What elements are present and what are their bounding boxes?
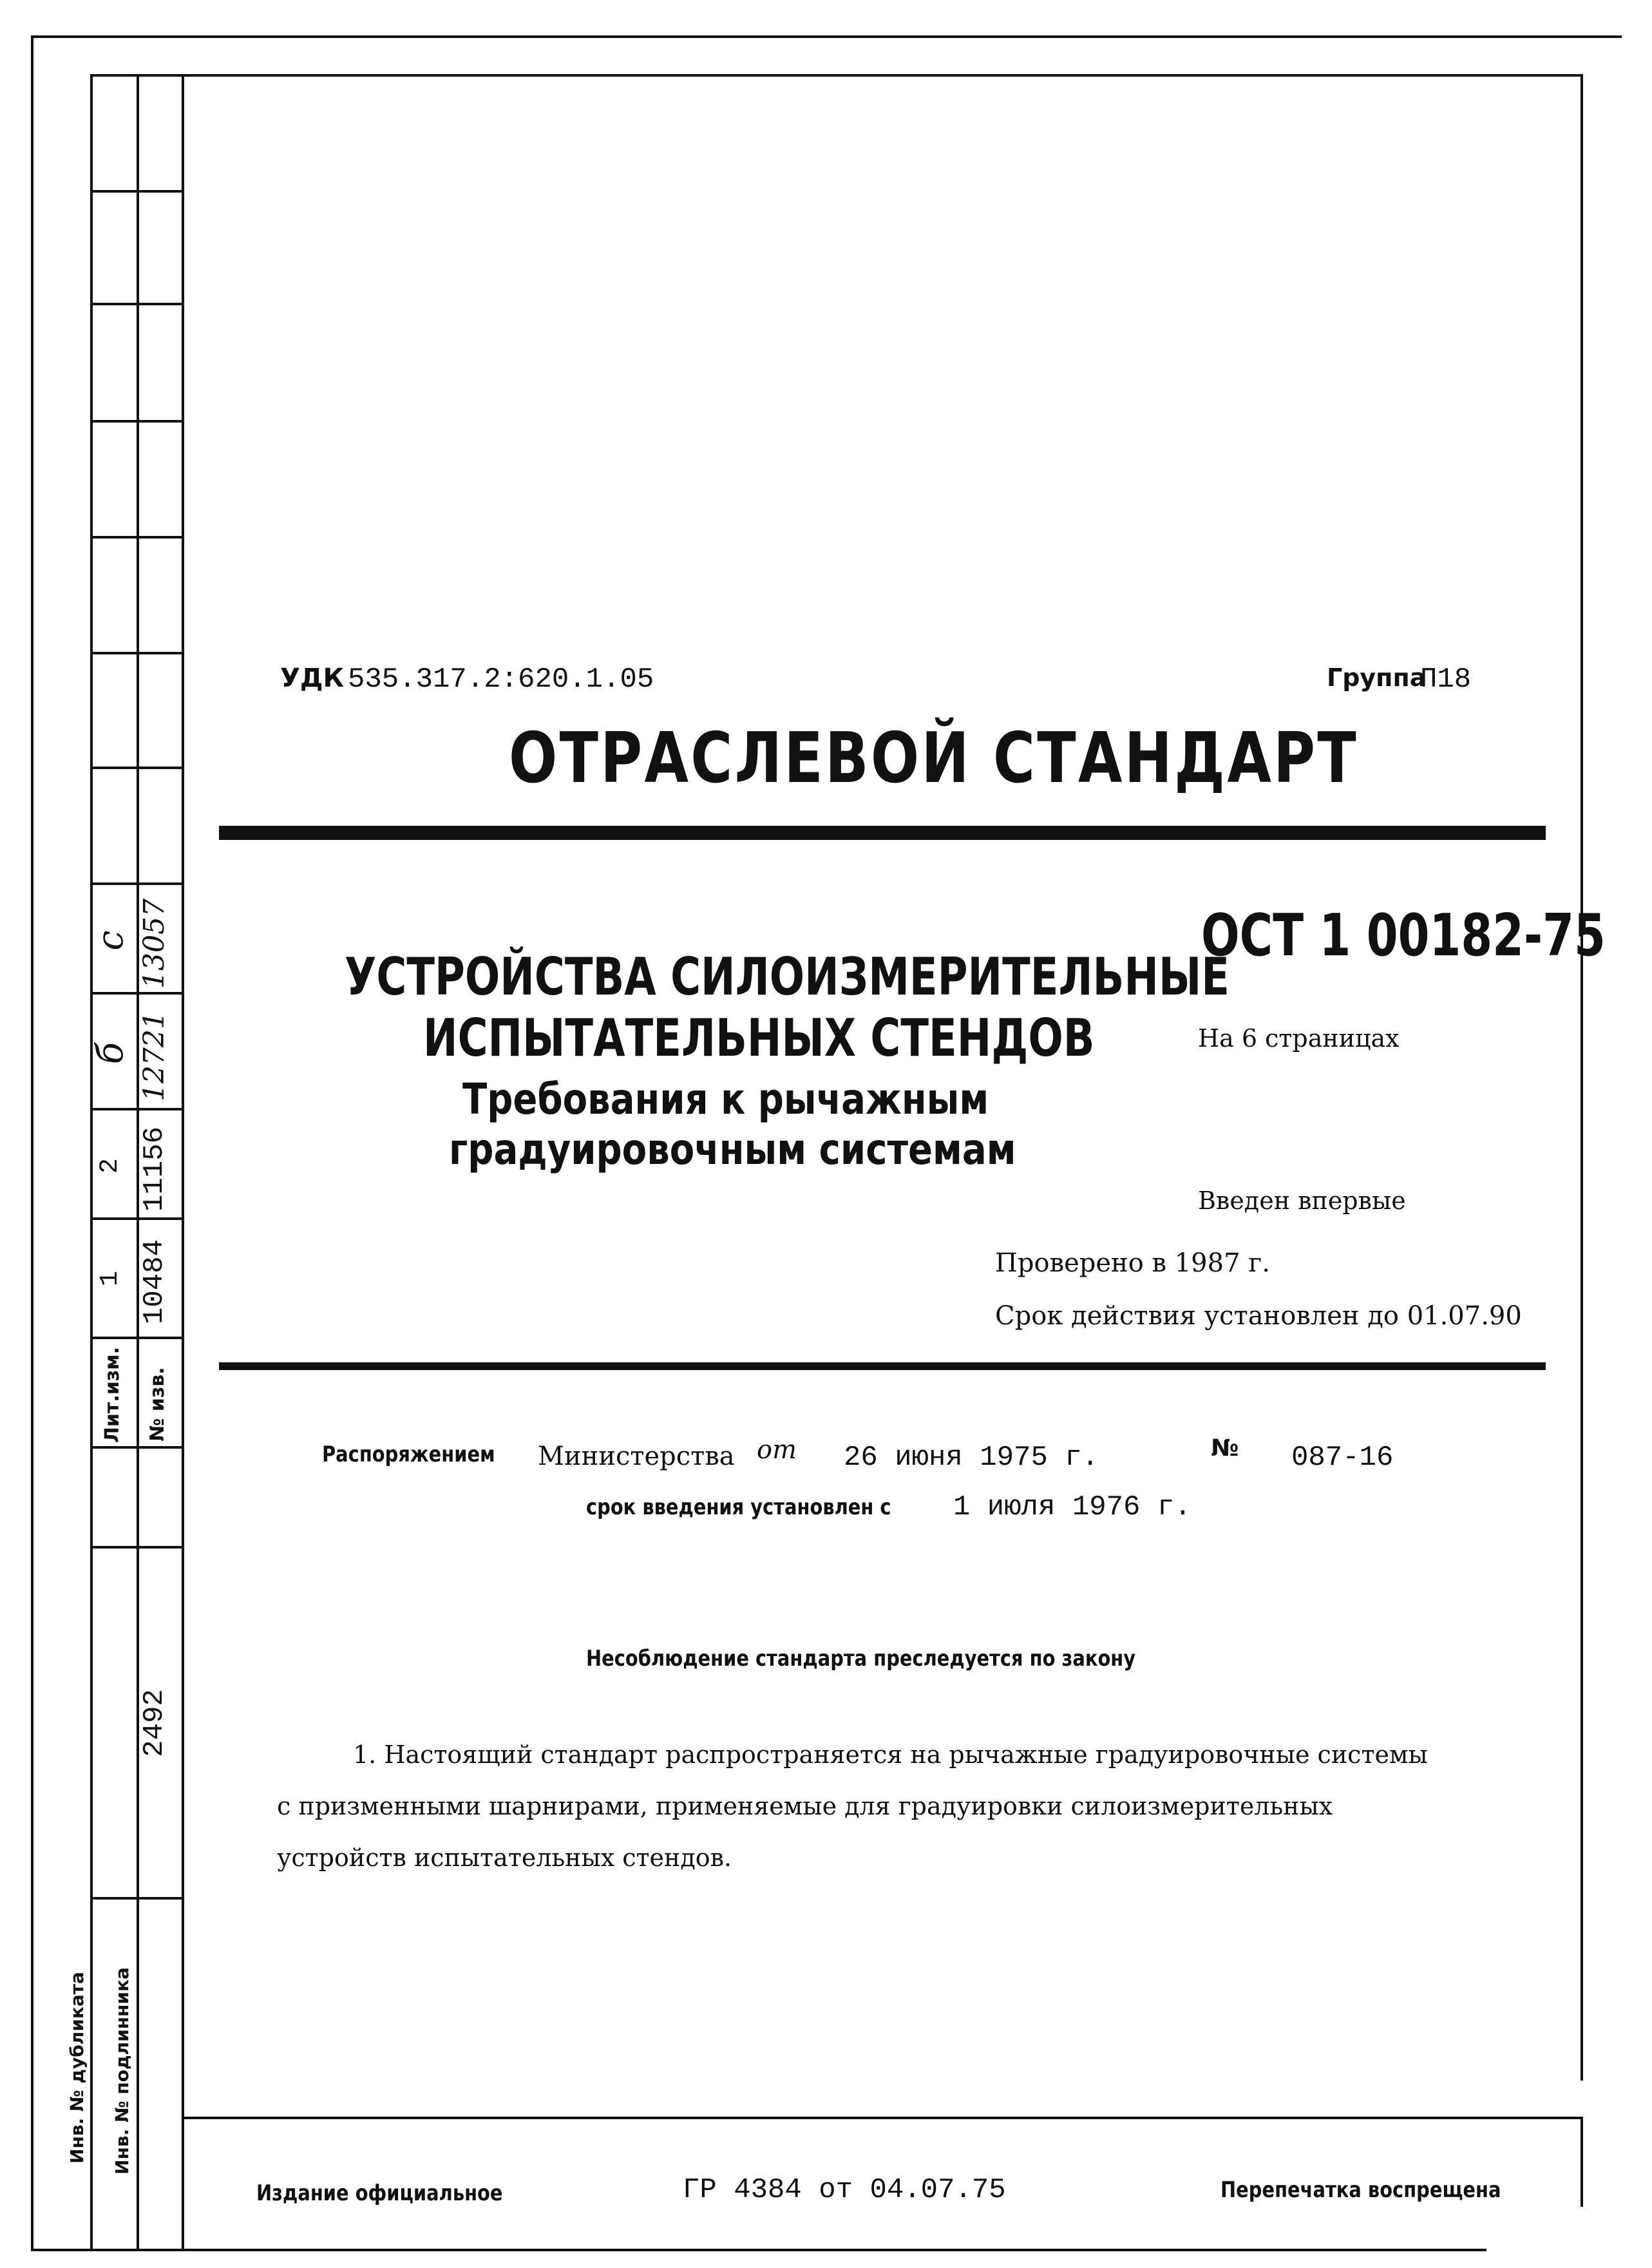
doc-checked: Проверено в 1987 г. [995,1248,1270,1278]
doc-pages: На 6 страницах [1198,1024,1400,1053]
group-label: Группа [1327,663,1427,692]
doc-subtitle-line2: градуировочным системам [449,1125,1016,1174]
lit-izm-label: Лит.изм. [101,1346,124,1443]
doc-introduced: Введен впервые [1198,1186,1406,1215]
strip-row [90,1108,184,1110]
doc-validity: Срок действия установлен до 01.07.90 [995,1301,1522,1331]
strip-row [90,1897,184,1900]
effective-date: 1 июля 1976 г. [953,1491,1192,1523]
frame-right-stub [1581,2117,1583,2207]
group-value: П18 [1420,663,1472,696]
inner-frame-top [182,74,1583,77]
doc-name-line1: УСТРОЙСТВА СИЛОИЗМЕРИТЕЛЬНЫЕ [345,947,1230,1007]
inner-frame-left [182,74,184,2251]
body-p1-line2: с призменными шарнирами, применяемые для градуировки силоизмерительных [277,1792,1333,1820]
body-p1-line1: 1. Настоящий стандарт распространяется на рычажные градуировочные системы [353,1740,1428,1769]
frame-bottom [31,2249,1486,2251]
page-title: ОТРАСЛЕВОЙ СТАНДАРТ [509,718,1359,799]
law-warning: Несоблюдение стандарта преследуется по закону [586,1646,1136,1672]
order-number: 087-16 [1291,1442,1394,1474]
izv-row-2: 11156 [138,1126,171,1212]
lit-row-2: 2 [96,1158,125,1174]
frame-left-outer [31,35,33,2251]
strip-row [90,536,184,538]
no-izv-label: № изв. [146,1367,169,1442]
lit-row-3: б [90,1042,131,1065]
izv-row-1: 10484 [138,1239,171,1325]
inv-podl-value: 2492 [138,1689,171,1757]
strip-row [90,1546,184,1549]
strip-row [90,190,184,193]
inner-frame-right [1581,74,1583,2081]
doc-code: ОСТ 1 00182-75 [1201,902,1606,969]
order-ministry: Министерства [538,1442,735,1471]
doc-subtitle-line1: Требования к рычажным [462,1074,989,1124]
izv-row-3: 12721 [138,1011,171,1101]
order-label: Распоряжением [322,1442,495,1467]
strip-row [90,1446,184,1449]
effective-label: срок введения установлен с [586,1494,891,1520]
title-rule [219,826,1546,840]
order-date: 26 июня 1975 г. [844,1442,1099,1474]
footer-official: Издание официальное [256,2180,503,2206]
body-p1-line3: устройств испытательных стендов. [277,1844,732,1872]
lit-row-1: 1 [96,1271,125,1287]
footer-reprint: Перепечатка воспрещена [1220,2177,1501,2203]
udk-value: 535.317.2:620.1.05 [348,663,654,696]
footer-registration: ГР 4384 от 04.07.75 [683,2174,1006,2206]
udk-label: УДК [280,663,345,693]
order-number-label: № [1211,1435,1239,1462]
lit-row-4: с [90,930,131,951]
strip-row [90,882,184,885]
inv-podl-label: Инв. № подлинника [111,1967,133,2175]
strip-row [90,652,184,654]
doc-name-line2: ИСПЫТАТЕЛЬНЫХ СТЕНДОВ [423,1008,1095,1068]
validity-rule [219,1362,1546,1370]
order-from: от [757,1435,797,1465]
inv-dubl-label: Инв. № дубликата [66,1972,88,2164]
strip-top [90,74,184,77]
strip-row [90,1337,184,1339]
frame-top [31,35,1622,38]
strip-row [90,767,184,769]
strip-row [90,420,184,423]
izv-row-4: 13057 [138,899,171,989]
strip-row [90,303,184,305]
footer-divider [182,2117,1583,2119]
